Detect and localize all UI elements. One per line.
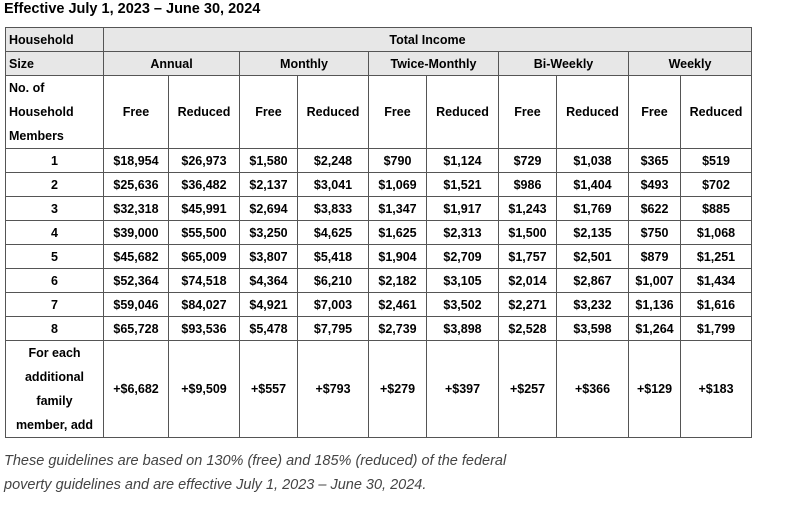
income-cell: $93,536 (169, 317, 240, 341)
household-size-cell: 5 (6, 245, 104, 269)
income-cell: $45,682 (104, 245, 169, 269)
annual-header: Annual (104, 52, 240, 76)
footnote (4, 449, 506, 497)
reduced-header: Reduced (681, 76, 752, 149)
income-cell: $84,027 (169, 293, 240, 317)
additional-amount-cell: +$279 (369, 341, 427, 438)
reduced-header: Reduced (298, 76, 369, 149)
header-row-frequency (6, 52, 752, 76)
household-size-cell: 7 (6, 293, 104, 317)
income-cell: $3,105 (427, 269, 499, 293)
household-size-cell: 8 (6, 317, 104, 341)
income-cell: $986 (499, 173, 557, 197)
income-cell: $729 (499, 149, 557, 173)
income-cell: $2,248 (298, 149, 369, 173)
free-header: Free (104, 76, 169, 149)
table-row (6, 149, 752, 173)
income-cell: $1,068 (681, 221, 752, 245)
income-cell: $879 (629, 245, 681, 269)
footnote-line: poverty guidelines and are effective July 1, 2023 – June 30, 2024. (4, 477, 427, 493)
income-cell: $1,799 (681, 317, 752, 341)
income-cell: $519 (681, 149, 752, 173)
income-cell: $1,757 (499, 245, 557, 269)
income-cell: $65,009 (169, 245, 240, 269)
income-cell: $6,210 (298, 269, 369, 293)
income-cell: $2,135 (557, 221, 629, 245)
income-cell: $2,137 (240, 173, 298, 197)
income-cell: $1,404 (557, 173, 629, 197)
income-cell: $1,917 (427, 197, 499, 221)
additional-member-label-line: For each (28, 346, 81, 360)
household-size-cell: 2 (6, 173, 104, 197)
income-cell: $1,038 (557, 149, 629, 173)
total-income-header: Total Income (104, 28, 752, 52)
income-cell: $1,243 (499, 197, 557, 221)
header-row-total-income (6, 28, 752, 52)
free-header: Free (629, 76, 681, 149)
income-cell: $1,136 (629, 293, 681, 317)
additional-amount-cell: +$6,682 (104, 341, 169, 438)
income-cell: $1,904 (369, 245, 427, 269)
footnote-line: These guidelines are based on 130% (free) and 185% (reduced) of the federal (4, 453, 507, 469)
members-header (6, 76, 104, 149)
additional-member-label-line: additional (24, 370, 85, 384)
table-row (6, 197, 752, 221)
income-cell: $2,528 (499, 317, 557, 341)
income-cell: $702 (681, 173, 752, 197)
income-cell: $39,000 (104, 221, 169, 245)
table-row (6, 269, 752, 293)
income-cell: $5,478 (240, 317, 298, 341)
reduced-header: Reduced (169, 76, 240, 149)
household-size-cell: 6 (6, 269, 104, 293)
income-cell: $1,124 (427, 149, 499, 173)
additional-member-row (6, 341, 752, 438)
income-cell: $1,434 (681, 269, 752, 293)
household-size-cell: 4 (6, 221, 104, 245)
income-cell: $7,795 (298, 317, 369, 341)
income-cell: $1,500 (499, 221, 557, 245)
table-row (6, 173, 752, 197)
bi-weekly-header: Bi-Weekly (499, 52, 629, 76)
income-cell: $3,250 (240, 221, 298, 245)
reduced-header: Reduced (427, 76, 499, 149)
table-row (6, 245, 752, 269)
income-eligibility-table (5, 27, 752, 438)
free-header: Free (369, 76, 427, 149)
income-cell: $1,616 (681, 293, 752, 317)
income-cell: $32,318 (104, 197, 169, 221)
income-cell: $493 (629, 173, 681, 197)
income-cell: $4,921 (240, 293, 298, 317)
income-cell: $790 (369, 149, 427, 173)
income-cell: $74,518 (169, 269, 240, 293)
household-size-cell: 1 (6, 149, 104, 173)
income-cell: $885 (681, 197, 752, 221)
table-row (6, 221, 752, 245)
income-cell: $4,625 (298, 221, 369, 245)
twice-monthly-header: Twice-Monthly (369, 52, 499, 76)
additional-member-label-line: member, add (15, 418, 94, 432)
page-heading: Effective July 1, 2023 – June 30, 2024 (4, 1, 261, 17)
members-header-line: Members (9, 129, 64, 143)
income-cell: $1,347 (369, 197, 427, 221)
income-cell: $2,867 (557, 269, 629, 293)
income-cell: $1,625 (369, 221, 427, 245)
income-cell: $1,580 (240, 149, 298, 173)
income-cell: $25,636 (104, 173, 169, 197)
additional-amount-cell: +$366 (557, 341, 629, 438)
household-size-cell: 3 (6, 197, 104, 221)
household-header: Household (6, 28, 104, 52)
income-cell: $52,364 (104, 269, 169, 293)
weekly-header: Weekly (629, 52, 752, 76)
income-cell: $365 (629, 149, 681, 173)
income-cell: $2,694 (240, 197, 298, 221)
income-cell: $4,364 (240, 269, 298, 293)
monthly-header: Monthly (240, 52, 369, 76)
income-cell: $1,007 (629, 269, 681, 293)
income-cell: $3,598 (557, 317, 629, 341)
additional-amount-cell: +$9,509 (169, 341, 240, 438)
additional-amount-cell: +$257 (499, 341, 557, 438)
additional-amount-cell: +$557 (240, 341, 298, 438)
income-cell: $2,461 (369, 293, 427, 317)
income-cell: $1,521 (427, 173, 499, 197)
income-cell: $622 (629, 197, 681, 221)
additional-amount-cell: +$397 (427, 341, 499, 438)
members-header-line: Household (9, 105, 74, 119)
income-cell: $59,046 (104, 293, 169, 317)
income-cell: $1,069 (369, 173, 427, 197)
members-header-line: No. of (9, 81, 45, 95)
additional-member-label (6, 341, 104, 438)
table-row (6, 317, 752, 341)
income-cell: $3,502 (427, 293, 499, 317)
income-cell: $2,313 (427, 221, 499, 245)
table-row (6, 293, 752, 317)
income-cell: $65,728 (104, 317, 169, 341)
income-cell: $1,264 (629, 317, 681, 341)
income-cell: $5,418 (298, 245, 369, 269)
additional-amount-cell: +$129 (629, 341, 681, 438)
income-cell: $2,709 (427, 245, 499, 269)
free-header: Free (240, 76, 298, 149)
size-header: Size (6, 52, 104, 76)
income-cell: $2,739 (369, 317, 427, 341)
income-cell: $2,182 (369, 269, 427, 293)
income-cell: $1,769 (557, 197, 629, 221)
free-header: Free (499, 76, 557, 149)
income-cell: $2,014 (499, 269, 557, 293)
income-cell: $26,973 (169, 149, 240, 173)
income-cell: $3,833 (298, 197, 369, 221)
income-cell: $1,251 (681, 245, 752, 269)
income-cell: $750 (629, 221, 681, 245)
income-cell: $2,501 (557, 245, 629, 269)
income-cell: $36,482 (169, 173, 240, 197)
income-cell: $3,041 (298, 173, 369, 197)
additional-amount-cell: +$793 (298, 341, 369, 438)
income-cell: $18,954 (104, 149, 169, 173)
additional-amount-cell: +$183 (681, 341, 752, 438)
income-cell: $55,500 (169, 221, 240, 245)
income-cell: $3,898 (427, 317, 499, 341)
income-cell: $7,003 (298, 293, 369, 317)
income-cell: $45,991 (169, 197, 240, 221)
income-cell: $2,271 (499, 293, 557, 317)
income-cell: $3,807 (240, 245, 298, 269)
reduced-header: Reduced (557, 76, 629, 149)
header-row-free-reduced (6, 76, 752, 149)
additional-member-label-line: family (36, 394, 73, 408)
income-cell: $3,232 (557, 293, 629, 317)
